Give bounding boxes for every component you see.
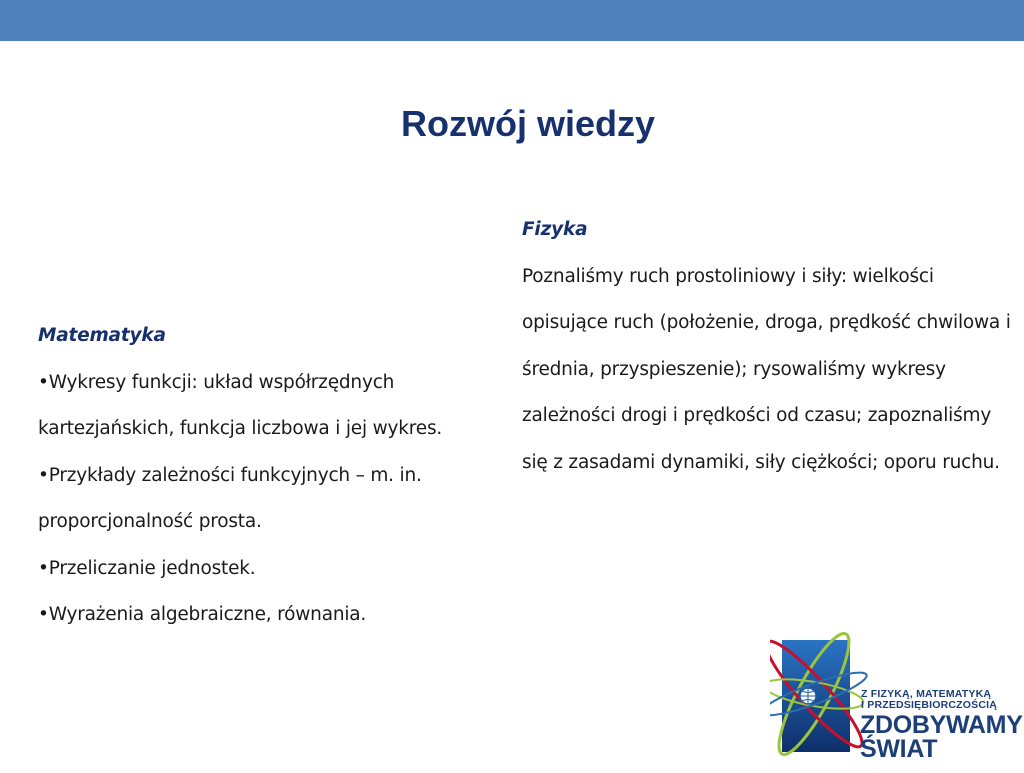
mathematics-section [38, 313, 508, 639]
logo-title-line2: ŚWIAT [860, 735, 938, 763]
math-bullet-2: •Przykłady zależności funkcyjnych – m. in. proporcjonalność prosta. [38, 464, 422, 532]
mathematics-heading: Matematyka [38, 325, 166, 346]
logo-title-line1: ZDOBYWAMY [860, 711, 1023, 739]
physics-heading: Fizyka [522, 219, 588, 240]
slide-title: Rozwój wiedzy [400, 103, 656, 144]
physics-body: Poznaliśmy ruch prostoliniowy i siły: wielkości opisujące ruch (położenie, droga, prędkość chwilowa i średnia, przyspieszenie); rysowaliśmy wykresy zależności drogi i prędkości od czasu; zapoznaliśmy się z zasadami dynamiki, siły ciężkości; oporu ruchu. [522, 265, 1011, 473]
math-bullet-4: •Wyrażenia algebraiczne, równania. [38, 604, 367, 625]
physics-section [522, 207, 1017, 486]
top-accent-bar [0, 0, 1024, 41]
math-bullet-3: •Przeliczanie jednostek. [38, 557, 256, 579]
project-logo [770, 624, 1024, 768]
math-bullet-1: •Wykresy funkcji: układ współrzędnych kartezjańskich, funkcja liczbowa i jej wykres. [38, 371, 443, 439]
logo-tagline-line1: Z FIZYKĄ, MATEMATYKĄ [861, 688, 992, 700]
logo-tagline-line2: I PRZEDSIĘBIORCZOŚCIĄ [861, 699, 998, 711]
